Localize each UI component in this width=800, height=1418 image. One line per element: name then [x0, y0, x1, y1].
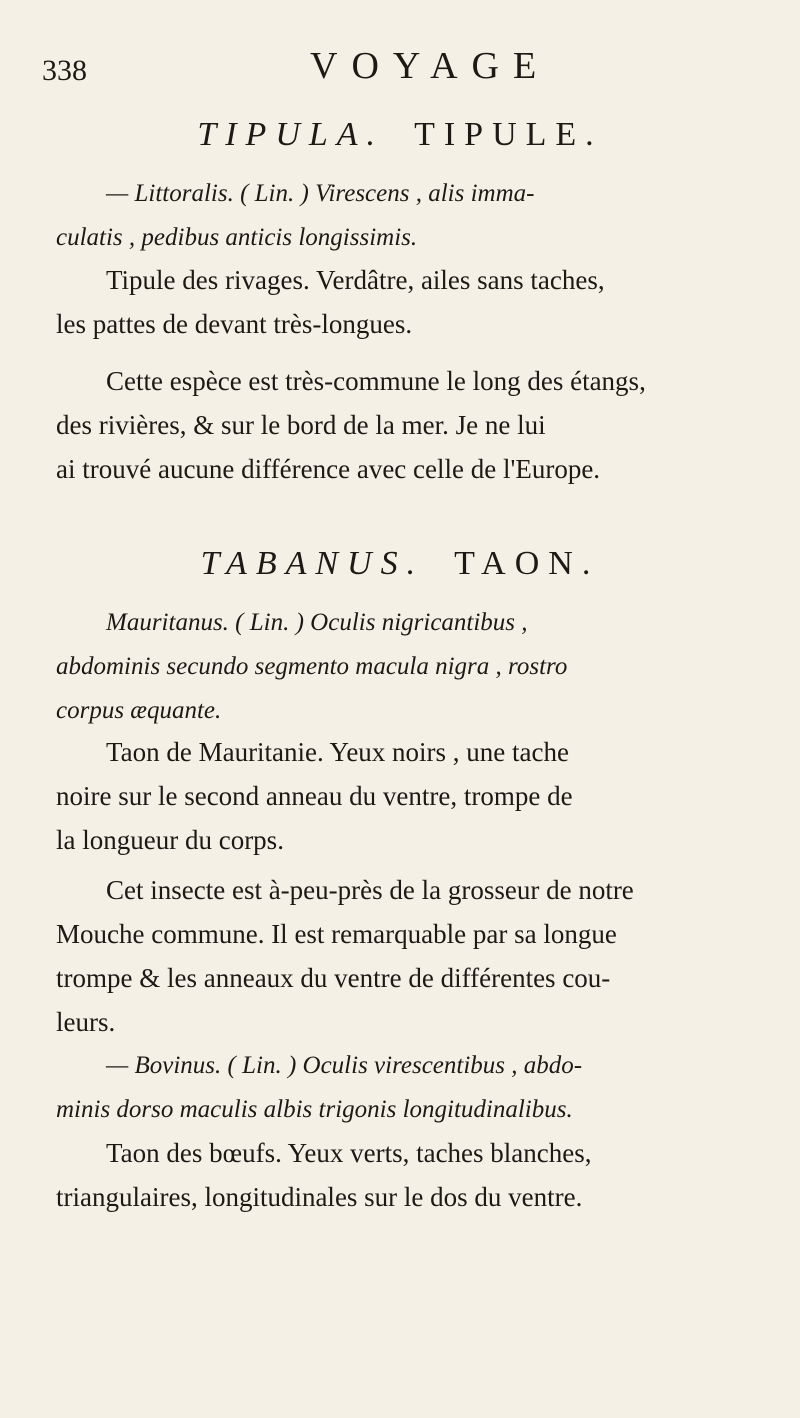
- note-paragraph-tabanus: [56, 868, 766, 1044]
- note-line: des rivières, & sur le bord de la mer. Je ne lui: [56, 410, 546, 440]
- common-description-line: Taon de Mauritanie. Yeux noirs , une tache: [106, 737, 569, 767]
- genus-french-name: TAON.: [454, 545, 600, 582]
- page-header: [42, 44, 782, 94]
- common-description-line: la longueur du corps.: [56, 825, 284, 855]
- latin-description-line: minis dorso maculis albis trigonis longitudinalibus.: [56, 1096, 573, 1123]
- latin-description-line: — Bovinus. ( Lin. ) Oculis virescentibus , abdo-: [106, 1052, 583, 1079]
- genus-latin-name: TIPULA.: [197, 116, 385, 153]
- common-description-line: noire sur le second anneau du ventre, trompe de: [56, 781, 573, 811]
- genus-latin-name: TABANUS.: [200, 545, 425, 582]
- latin-description-line: corpus æquante.: [56, 697, 222, 724]
- note-line: trompe & les anneaux du ventre de différentes cou-: [56, 963, 611, 993]
- note-line: Cet insecte est à-peu-près de la grosseur de notre: [106, 875, 634, 905]
- note-paragraph-tipula: [56, 359, 766, 491]
- latin-description-line: — Littoralis. ( Lin. ) Virescens , alis imma-: [106, 180, 535, 207]
- common-description-line: Tipule des rivages. Verdâtre, ailes sans taches,: [106, 265, 605, 295]
- common-description-line: les pattes de devant très-longues.: [56, 309, 413, 339]
- species-description-mauritanus: [56, 601, 766, 733]
- genus-heading-tabanus: [0, 545, 800, 583]
- running-title: VOYAGE: [310, 45, 551, 87]
- genus-heading-tipula: [0, 116, 800, 154]
- page-number: 338: [42, 54, 87, 87]
- common-description-mauritanus: [56, 730, 766, 862]
- note-line: ai trouvé aucune différence avec celle de l'Europe.: [56, 454, 601, 484]
- latin-description-line: culatis , pedibus anticis longissimis.: [56, 224, 418, 251]
- note-line: Mouche commune. Il est remarquable par sa longue: [56, 919, 617, 949]
- note-line: leurs.: [56, 1007, 116, 1037]
- note-line: Cette espèce est très-commune le long des étangs,: [106, 366, 646, 396]
- common-description-bovinus: [56, 1131, 766, 1219]
- common-description-line: Taon des bœufs. Yeux verts, taches blanches,: [106, 1138, 592, 1168]
- common-description-littoralis: [56, 258, 766, 346]
- latin-description-line: abdominis secundo segmento macula nigra , rostro: [56, 653, 568, 680]
- common-description-line: triangulaires, longitudinales sur le dos du ventre.: [56, 1182, 583, 1212]
- species-description-littoralis: [56, 172, 766, 260]
- species-description-bovinus: [56, 1044, 766, 1132]
- genus-french-name: TIPULE.: [414, 116, 603, 153]
- latin-description-line: Mauritanus. ( Lin. ) Oculis nigricantibus ,: [106, 609, 528, 636]
